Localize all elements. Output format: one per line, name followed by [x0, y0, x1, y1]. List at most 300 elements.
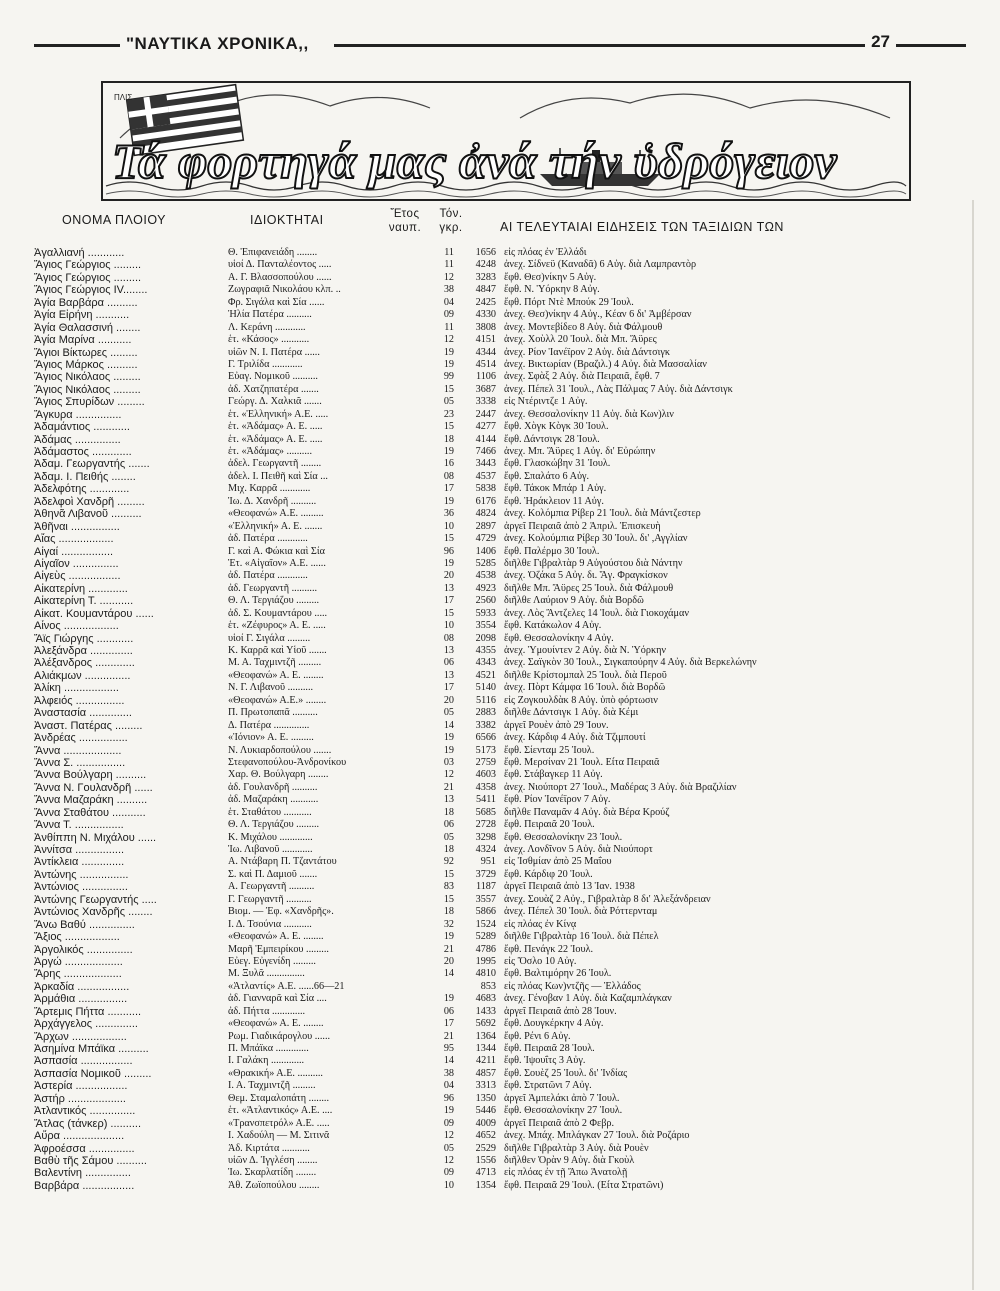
- ship-name: Ἄννα Βούλγαρη ..........: [34, 769, 147, 782]
- build-year: 17: [443, 1018, 454, 1030]
- gross-tonnage: 1106: [476, 371, 496, 383]
- ship-name: Αὔρα ....................: [34, 1130, 125, 1143]
- gross-tonnage: 4514: [475, 358, 496, 370]
- gross-tonnage: 4344: [475, 346, 496, 358]
- ship-name: Αλιάκμων ...............: [34, 669, 131, 682]
- table-row: [34, 496, 964, 508]
- ship-name: Ἄξιος ..................: [34, 931, 120, 944]
- build-year: 19: [443, 557, 454, 569]
- table-row: [34, 682, 964, 694]
- ship-owner: Ρωμ. Γιαδικάρογλου ......: [228, 1030, 331, 1042]
- ship-owner: Ι. Χαδούλη — Μ. Σιτινᾶ: [228, 1130, 330, 1142]
- ship-owner: ἀδ. Γιανναρᾶ καὶ Σία ....: [228, 993, 327, 1005]
- table-row: [34, 1180, 964, 1192]
- voyage-news: ἔφθ. Ν. Ὑόρκην 8 Αὐγ.: [504, 284, 600, 296]
- ship-name: Ἀστερία .................: [34, 1080, 128, 1093]
- page-edge: [972, 200, 974, 1290]
- voyage-news: ἔφθ. Ἰψουΐτς 3 Αὐγ.: [504, 1055, 586, 1067]
- voyage-news: ἔφθ. Ρένι 6 Αὐγ.: [504, 1030, 571, 1042]
- voyage-news: ἔφθ. Θεσ)νίκην 5 Αὐγ.: [504, 271, 597, 283]
- table-row: [34, 247, 964, 259]
- build-year: 15: [443, 868, 454, 880]
- ship-owner: Α. Γ. Βλασσοπούλου ......: [228, 271, 332, 283]
- gross-tonnage: 1995: [475, 955, 496, 967]
- build-year: 11: [444, 247, 454, 258]
- table-row: [34, 595, 964, 607]
- ship-name: Ἅγιος Σπυρίδων .........: [34, 396, 145, 409]
- table-row: [34, 583, 964, 595]
- voyage-news: ἔφθ. Στρατῶνι 7 Αὐγ.: [504, 1080, 592, 1092]
- gross-tonnage: 5933: [475, 607, 496, 619]
- voyage-news: ἀργεῖ Ἀμπελάκι ἀπὸ 7 Ἰουλ.: [504, 1092, 620, 1104]
- build-year: 21: [443, 781, 454, 793]
- ship-owner: Π. Μπάϊκα .............: [228, 1043, 309, 1054]
- table-row: [34, 608, 964, 620]
- gross-tonnage: 5446: [475, 1105, 496, 1117]
- table-row: [34, 483, 964, 495]
- table-row: [34, 757, 964, 769]
- gross-tonnage: 4355: [475, 645, 496, 656]
- voyage-news: ἀργεῖ Πειραιᾶ ἀπὸ 2 Φεβρ.: [504, 1117, 615, 1129]
- build-year: 06: [443, 657, 454, 669]
- table-row: [34, 359, 964, 371]
- build-year: 20: [443, 570, 454, 582]
- gross-tonnage: 4810: [475, 968, 496, 980]
- gross-tonnage: 4538: [475, 570, 496, 582]
- gross-tonnage: 2883: [475, 707, 496, 719]
- gross-tonnage: 3687: [475, 383, 496, 395]
- ship-name: Αἶνος ..................: [34, 620, 119, 633]
- ship-name: Ἅγιοι Βίκτωρες .........: [34, 346, 138, 359]
- ship-owner: ἑτ. «Ἑλληνική» Α.Ε. .....: [228, 408, 329, 420]
- table-row: [34, 334, 964, 346]
- column-header-year-bottom: ναυπ.: [388, 222, 422, 234]
- table-row: [34, 371, 964, 383]
- gross-tonnage: 4729: [475, 533, 496, 545]
- build-year: 13: [443, 794, 454, 806]
- build-year: 12: [443, 271, 454, 283]
- ship-owner: Α. Ντάβαρη Π. Τζαντάτου: [228, 856, 337, 868]
- gross-tonnage: 2728: [475, 819, 496, 831]
- ship-name: Ἄγκυρα ...............: [34, 408, 122, 421]
- gross-tonnage: 4277: [475, 421, 496, 433]
- gross-tonnage: 1406: [475, 545, 496, 557]
- ship-owner: Χαρ. Θ. Βούλγαρη ........: [228, 769, 329, 781]
- voyage-news: διῆλθε Παναμᾶν 4 Αὐγ. διὰ Βέρα Κρούζ: [504, 806, 670, 818]
- ship-name: Ἀλεξάνδρα ..............: [34, 645, 133, 657]
- build-year: 12: [443, 334, 454, 346]
- ship-name: Ἀργολικός ...............: [34, 943, 133, 956]
- voyage-news: ἀνεχ. Κολούμπια Ρίβερ 30 Ἰουλ. δι' ,Αγγλίαν: [504, 533, 688, 545]
- ship-name: Ἄννα Τ. ................: [34, 819, 124, 832]
- table-row: [34, 993, 964, 1005]
- voyage-news: ἀνεχ. Μπ. Ἄϋρες 1 Αὐγ. δι' Εὐρώπην: [504, 446, 656, 457]
- table-row: [34, 869, 964, 881]
- table-row: [34, 919, 964, 931]
- gross-tonnage: 3382: [475, 719, 496, 731]
- column-header-ship-name: ΟΝΟΜΑ ΠΛΟΙΟΥ: [62, 213, 166, 227]
- build-year: 05: [443, 396, 454, 408]
- voyage-news: διῆλθε Γιβραλτὰρ 9 Αὐγούστου διὰ Νάντην: [504, 557, 683, 569]
- ship-name: Ἀθῆναι ................: [34, 520, 120, 533]
- gross-tonnage: 1364: [475, 1030, 496, 1042]
- gross-tonnage: 4358: [475, 781, 496, 793]
- voyage-news: ἀνεχ. Ρίον Ἰανέϊρον 2 Αὐγ. διὰ Δάντσιγκ: [504, 346, 670, 358]
- build-year: 18: [443, 906, 454, 918]
- voyage-news: ἀνεχ. Σίδνεϋ (Καναδᾶ) 6 Αὐγ. διὰ Λαμπραντὸρ: [504, 259, 697, 271]
- ship-name: Ἀδάμαστος .............: [34, 446, 132, 458]
- voyage-news: εἰς πλόας ἐν Κίνᾳ: [504, 918, 577, 930]
- ship-owner: Μ. Ξυλᾶ ...............: [228, 968, 305, 980]
- table-row: [34, 570, 964, 582]
- ship-table: [34, 247, 964, 1192]
- build-year: 11: [444, 259, 454, 271]
- table-row: [34, 1167, 964, 1179]
- table-row: [34, 620, 964, 632]
- column-header-voyage-news: ΑΙ ΤΕΛΕΥΤΑΙΑΙ ΕΙΔΗΣΕΙΣ ΤΩΝ ΤΑΞΙΔΙΩΝ ΤΩΝ: [500, 220, 784, 234]
- ship-name: Ἀστήρ ...................: [34, 1092, 126, 1105]
- ship-name: Αἰκατερίνη Τ. ...........: [34, 595, 134, 608]
- table-row: [34, 546, 964, 558]
- build-year: 16: [443, 458, 454, 470]
- ship-owner: υἱοί Δ. Πανταλέοντος .....: [228, 259, 332, 271]
- banner-title: Τά φορτηγά μας ἀνά τήν ὑδρόγειον: [112, 133, 837, 189]
- ship-name: Βαθὺ τῆς Σάμου ..........: [34, 1154, 147, 1167]
- voyage-news: ἀνεχ. Χοὺλλ 20 Ἰουλ. διὰ Μπ. Ἄϋρες: [504, 334, 657, 346]
- ship-owner: Ἰω. Σκαρλατίδη ........: [228, 1167, 317, 1179]
- table-row: [34, 794, 964, 806]
- ship-owner: Ν. Γ. Λιβανοῦ ..........: [228, 682, 314, 694]
- voyage-news: εἰς Ὄσλο 10 Αὐγ.: [504, 955, 577, 967]
- ship-owner: ἀδ. Πατέρα ............: [228, 570, 308, 582]
- voyage-news: ἀνεχ. Πέπελ 31 Ἰουλ., Λὰς Πάλμας 7 Αὐγ. διὰ Δάντσιγκ: [504, 383, 733, 395]
- table-row: [34, 906, 964, 918]
- ship-owner: υἱῶν Ν. Ι. Πατέρα ......: [228, 346, 320, 358]
- voyage-news: διῆλθε Γιβραλτὰρ 3 Αὐγ. διὰ Ρουὲν: [504, 1142, 649, 1154]
- table-row: [34, 446, 964, 458]
- build-year: 13: [443, 645, 454, 656]
- gross-tonnage: 1524: [475, 918, 496, 930]
- build-year: 11: [444, 321, 454, 333]
- build-year: 17: [443, 682, 454, 694]
- gross-tonnage: 5173: [475, 744, 496, 756]
- voyage-news: ἀνεχ. Μπάχ. Μπλάγκαν 27 Ἰουλ. διὰ Ροζάριο: [504, 1130, 690, 1142]
- voyage-news: ἀνεχ. Ὀζάκα 5 Αὐγ. δι. Ἅγ. Φραγκίσκον: [504, 570, 668, 582]
- table-row: [34, 819, 964, 831]
- voyage-news: διῆλθε Μπ. Ἄϋρες 25 Ἰουλ. διὰ Φάλμουθ: [504, 582, 674, 594]
- table-row: [34, 807, 964, 819]
- gross-tonnage: 6566: [475, 732, 496, 744]
- ship-name: Ἀδάμας ...............: [34, 433, 121, 446]
- ship-owner: «Θεοφανώ» Α.Ε.» ........: [228, 694, 327, 706]
- voyage-news: διῆλθε Λαύριον 9 Αὐγ. διὰ Βορδῶ: [504, 595, 644, 607]
- ship-name: Ἀλέξανδρος .............: [34, 657, 135, 670]
- voyage-news: ἀργεῖ Πειραιᾶ ἀπὸ 28 Ἰουν.: [504, 1005, 617, 1017]
- build-year: 10: [443, 1179, 454, 1191]
- ship-name: Ἄτλας (τάνκερ) ..........: [34, 1117, 141, 1130]
- table-row: [34, 1105, 964, 1117]
- gross-tonnage: 2560: [475, 595, 496, 607]
- voyage-news: ἔφθ. Στάβαγκερ 11 Αὐγ.: [504, 769, 603, 781]
- gross-tonnage: 4786: [475, 943, 496, 955]
- build-year: 19: [443, 1105, 454, 1117]
- build-year: 13: [443, 582, 454, 594]
- voyage-news: ἔφθ. Ρίον Ἰανέϊρον 7 Αὐγ.: [504, 794, 611, 806]
- build-year: 32: [443, 918, 454, 930]
- gross-tonnage: 4343: [475, 657, 496, 669]
- gross-tonnage: 4521: [475, 669, 496, 681]
- gross-tonnage: 3554: [475, 620, 496, 632]
- ship-owner: Ν. Λυκιαρδοπούλου .......: [228, 744, 332, 756]
- column-header-year: [384, 207, 426, 235]
- gross-tonnage: 1187: [476, 881, 496, 893]
- build-year: 99: [443, 371, 454, 383]
- build-year: 95: [443, 1043, 454, 1054]
- table-row: [34, 769, 964, 781]
- ship-owner: Θεμ. Σταμαλοπάτη ........: [228, 1092, 330, 1104]
- ship-name: Ἀνθίππη Ν. Μιχάλου ......: [34, 831, 157, 844]
- build-year: 96: [443, 1092, 454, 1104]
- voyage-news: διῆλθε Δάντσιγκ 1 Αὐγ. διὰ Κέμι: [504, 707, 639, 719]
- ship-owner: Ἀθ. Ζωϊοπούλου ........: [228, 1179, 320, 1191]
- table-row: [34, 1118, 964, 1130]
- build-year: 12: [443, 1130, 454, 1142]
- ship-owner: ἀδελ. Γεωργαντῆ ........: [228, 458, 322, 470]
- table-row: [34, 670, 964, 682]
- table-row: [34, 508, 964, 520]
- gross-tonnage: 5685: [475, 806, 496, 818]
- table-row: [34, 1006, 964, 1018]
- gross-tonnage: 951: [480, 856, 496, 868]
- gross-tonnage: 1344: [475, 1043, 496, 1054]
- build-year: 04: [443, 296, 454, 308]
- ship-name: Ἀνδρέας ................: [34, 732, 128, 745]
- gross-tonnage: 5285: [475, 557, 496, 569]
- build-year: 23: [443, 408, 454, 420]
- ship-name: Ἀντώνιος ...............: [34, 881, 128, 894]
- build-year: 14: [443, 968, 454, 980]
- voyage-news: ἀργεῖ Πειραιᾶ ἀπὸ 2 Ἀπριλ. Ἐπισκευὴ: [504, 520, 661, 532]
- ship-owner: Εὐεγ. Εὐγενίδη .........: [228, 955, 316, 967]
- build-year: 19: [443, 346, 454, 358]
- ship-name: Ἄννα ...................: [34, 744, 122, 757]
- ship-owner: Ζωγραφιᾶ Νικολάου κλπ. ..: [228, 284, 341, 296]
- table-row: [34, 309, 964, 321]
- ship-name: Ἄννα Ν. Γουλανδρῆ ......: [34, 781, 153, 794]
- ship-name: Ἀρχάγγελος ..............: [34, 1018, 138, 1031]
- table-row: [34, 856, 964, 868]
- table-row: [34, 944, 964, 956]
- ship-name: Ἀντίκλεια ..............: [34, 856, 125, 869]
- build-year: 20: [443, 955, 454, 967]
- gross-tonnage: 2447: [475, 408, 496, 420]
- gross-tonnage: 4683: [475, 993, 496, 1005]
- gross-tonnage: 4603: [475, 769, 496, 781]
- table-row: [34, 272, 964, 284]
- table-row: [34, 409, 964, 421]
- ship-name: Ἀντώνης ................: [34, 868, 129, 881]
- table-row: [34, 521, 964, 533]
- header-rule-left: [34, 44, 120, 47]
- ship-name: Ἄρχων ..................: [34, 1030, 127, 1043]
- ship-owner: ἑτ. «Ἀτλαντικός» Α.Ε. ....: [228, 1105, 333, 1117]
- build-year: 15: [443, 893, 454, 905]
- ship-owner: Λ. Κεράνη ............: [228, 321, 306, 333]
- ship-name: Ἀρκαδία .................: [34, 980, 130, 993]
- artist-signature: ΠΛΙΣ: [114, 93, 133, 102]
- ship-name: Ἅγιος Γεώργιος IV........: [34, 284, 148, 297]
- gross-tonnage: 1433: [475, 1005, 496, 1017]
- gross-tonnage: 4923: [475, 582, 496, 594]
- ship-name: Ἁγία Εἰρήνη ...........: [34, 309, 130, 322]
- ship-owner: «Ἑλληνική» Α. Ε. .......: [228, 520, 323, 532]
- build-year: 03: [443, 756, 454, 768]
- ship-name: Ἀργώ ...................: [34, 955, 123, 968]
- gross-tonnage: 1354: [475, 1179, 496, 1191]
- build-year: 19: [443, 744, 454, 756]
- voyage-news: ἔφθ. Κάρδιφ 20 Ἰουλ.: [504, 868, 593, 880]
- ship-owner: ἀδ. Γουλανδρῆ ..........: [228, 781, 318, 793]
- ship-owner: ἀδ. Σ. Κουμαντάρου .....: [228, 607, 328, 619]
- ship-owner: Ἠλία Πατέρα ..........: [228, 309, 312, 321]
- table-row: [34, 533, 964, 545]
- gross-tonnage: 4652: [475, 1130, 496, 1142]
- table-row: [34, 745, 964, 757]
- ship-owner: Ἑτ. «Αἰγαῖον» Α.Ε. ......: [228, 557, 326, 569]
- voyage-news: ἔφθ. Πειραιᾶ 20 Ἰουλ.: [504, 819, 595, 831]
- ship-name: Βαλεντίνη ...............: [34, 1167, 131, 1180]
- ship-owner: Ἀδ. Κιρτάτα ...........: [228, 1142, 310, 1154]
- gross-tonnage: 3338: [475, 396, 496, 408]
- table-row: [34, 931, 964, 943]
- ship-name: Ἀσημίνα Μπάϊκα ..........: [34, 1043, 149, 1055]
- column-header-tonnage-bottom: γκρ.: [439, 222, 463, 234]
- voyage-news: εἰς πλόας Κων)ντζῆς — Ἑλλάδος: [504, 980, 641, 992]
- build-year: 06: [443, 1005, 454, 1017]
- ship-owner: «Θεοφανώ» Α.Ε. .........: [228, 508, 324, 520]
- ship-name: Αἴας ..................: [34, 533, 114, 546]
- ship-owner: Μαρῆ Ἐμπειρίκου .........: [228, 943, 329, 955]
- ship-owner: «Τρανσπετρόλ» Α.Ε. .....: [228, 1117, 330, 1129]
- build-year: 92: [443, 856, 454, 868]
- gross-tonnage: 4151: [475, 334, 496, 346]
- ship-name: Ἀδαμάντιος ............: [34, 421, 130, 434]
- ship-owner: Βιομ. — Ἐφ. «Χανδρῆς».: [228, 906, 334, 918]
- build-year: 15: [443, 383, 454, 395]
- voyage-news: ἔφθ. Κατάκωλον 4 Αὐγ.: [504, 620, 602, 632]
- build-year: 96: [443, 545, 454, 557]
- gross-tonnage: 1556: [475, 1154, 496, 1166]
- build-year: 83: [443, 881, 454, 893]
- column-header-year-top: Ἔτος: [390, 208, 420, 220]
- ship-owner: Ἰω. Δ. Χανδρῆ ..........: [228, 495, 317, 507]
- ship-name: Αἰγαῖον ...............: [34, 557, 119, 570]
- ship-owner: ἑτ. «Ζέφυρος» Α. Ε. .....: [228, 620, 326, 632]
- build-year: 10: [443, 520, 454, 532]
- voyage-news: ἔφθ. Ἡράκλειον 11 Αὐγ.: [504, 495, 604, 507]
- ship-name: Ἄννα Σ. ................: [34, 756, 126, 769]
- build-year: 05: [443, 707, 454, 719]
- gross-tonnage: 4211: [476, 1055, 496, 1067]
- table-row: [34, 782, 964, 794]
- ship-name: Ἀντώνιος Χανδρῆς ........: [34, 906, 153, 919]
- voyage-news: ἀνεχ. Νιούπορτ 27 Ἰουλ., Μαδέρας 3 Αὐγ. διὰ Βραζιλίαν: [504, 781, 737, 793]
- ship-owner: «Ἰόνιον» Α. Ε. .........: [228, 732, 314, 744]
- voyage-news: ἀργεῖ Ρουὲν ἀπὸ 29 Ἰουν.: [504, 719, 609, 731]
- gross-tonnage: 7466: [475, 446, 496, 457]
- ship-owner: «Ἀτλαντίς» Α.Ε. ......66—21: [228, 980, 345, 992]
- gross-tonnage: 3729: [475, 868, 496, 880]
- gross-tonnage: 2897: [475, 520, 496, 532]
- ship-name: Ἄρης ...................: [34, 968, 122, 981]
- voyage-news: εἰς πλόας ἐν Ἑλλάδι: [504, 247, 587, 258]
- build-year: 09: [443, 1117, 454, 1129]
- table-row: [34, 720, 964, 732]
- build-year: 06: [443, 819, 454, 831]
- table-row: [34, 1068, 964, 1080]
- column-header-owners: ΙΔΙΟΚΤΗΤΑΙ: [250, 213, 324, 227]
- ship-name: Ἀσπασία Νομικοῦ .........: [34, 1067, 152, 1080]
- ship-name: Ἀδαμ. Γεωργαντής .......: [34, 458, 150, 471]
- ship-name: Ἀθηνᾶ Λιβανοῦ ..........: [34, 508, 142, 521]
- ship-owner: Κ. Μιχάλου .............: [228, 831, 313, 843]
- build-year: 15: [443, 533, 454, 545]
- table-row: [34, 1018, 964, 1030]
- voyage-news: ἀνεχ. Γένοβαν 1 Αὐγ. διὰ Καζαμπλάγκαν: [504, 993, 672, 1005]
- voyage-news: ἔφθ. Θεσσαλονίκην 4 Αὐγ.: [504, 632, 614, 644]
- ship-owner: ἀδελ. Ι. Πειθῆ καὶ Σία ...: [228, 470, 328, 482]
- voyage-news: εἰς πλόας ἐν τῇ Ἄπω Ἀνατολῇ: [504, 1167, 628, 1179]
- table-row: [34, 458, 964, 470]
- table-row: [34, 844, 964, 856]
- ship-name: Ἀγαλλιανή ............: [34, 247, 125, 259]
- ship-owner: ἀδ. Χατζηπατέρα .......: [228, 383, 319, 395]
- voyage-news: διῆλθε Κρίστομπαλ 25 Ἰουλ. διὰ Περοῦ: [504, 669, 667, 681]
- voyage-news: ἔφθ. Γλασκώβην 31 Ἰουλ.: [504, 458, 611, 470]
- column-header-tonnage-top: Τόν.: [439, 208, 463, 220]
- build-year: 04: [443, 1080, 454, 1092]
- page-header: [34, 34, 966, 58]
- ship-name: Αἰκατερίνη .............: [34, 582, 128, 595]
- ship-owner: Ἰω. Λιβανοῦ ............: [228, 844, 313, 855]
- gross-tonnage: 4144: [475, 433, 496, 445]
- table-row: [34, 1043, 964, 1055]
- build-year: 18: [443, 806, 454, 818]
- ship-owner: Ι. Α. Ταχμιντζῆ .........: [228, 1080, 316, 1092]
- gross-tonnage: 5289: [475, 931, 496, 943]
- voyage-news: ἀνεχ. Λονδῖνον 5 Αὐγ. διὰ Νιούπορτ: [504, 844, 653, 855]
- gross-tonnage: 4857: [475, 1067, 496, 1079]
- magazine-title: "ΝΑΥΤΙΚΑ ΧΡΟΝΙΚΑ,,: [120, 34, 315, 54]
- voyage-news: ἀνεχ. Σαϊγκὸν 30 Ἰουλ., Σιγκαπούρην 4 Αὐγ. διὰ Βερκελώνην: [504, 657, 757, 669]
- ship-name: Ἀσπασία .................: [34, 1055, 133, 1068]
- ship-name: Αἰγαί .................: [34, 545, 114, 558]
- build-year: 18: [443, 433, 454, 445]
- voyage-news: ἀνεχ. Ὑμουίντεν 2 Αὐγ. διὰ Ν. Ὑόρκην: [504, 645, 667, 656]
- table-row: [34, 1080, 964, 1092]
- table-row: [34, 732, 964, 744]
- voyage-news: ἀργεῖ Πειραιᾶ ἀπὸ 13 Ἰαν. 1938: [504, 881, 635, 893]
- table-row: [34, 657, 964, 669]
- build-year: 14: [443, 1055, 454, 1067]
- ship-owner: Θ. Λ. Τεργιάζου .........: [228, 819, 320, 831]
- ship-name: Ἅγιος Νικόλαος .........: [34, 371, 141, 384]
- ship-owner: Ι. Δ. Τσούνια ...........: [228, 918, 312, 930]
- ship-name: Ἀτλαντικός ...............: [34, 1105, 136, 1118]
- gross-tonnage: 2529: [475, 1142, 496, 1154]
- voyage-news: διῆλθε Γιβραλτὰρ 16 Ἰουλ. διὰ Πέπελ: [504, 931, 659, 943]
- build-year: 12: [443, 769, 454, 781]
